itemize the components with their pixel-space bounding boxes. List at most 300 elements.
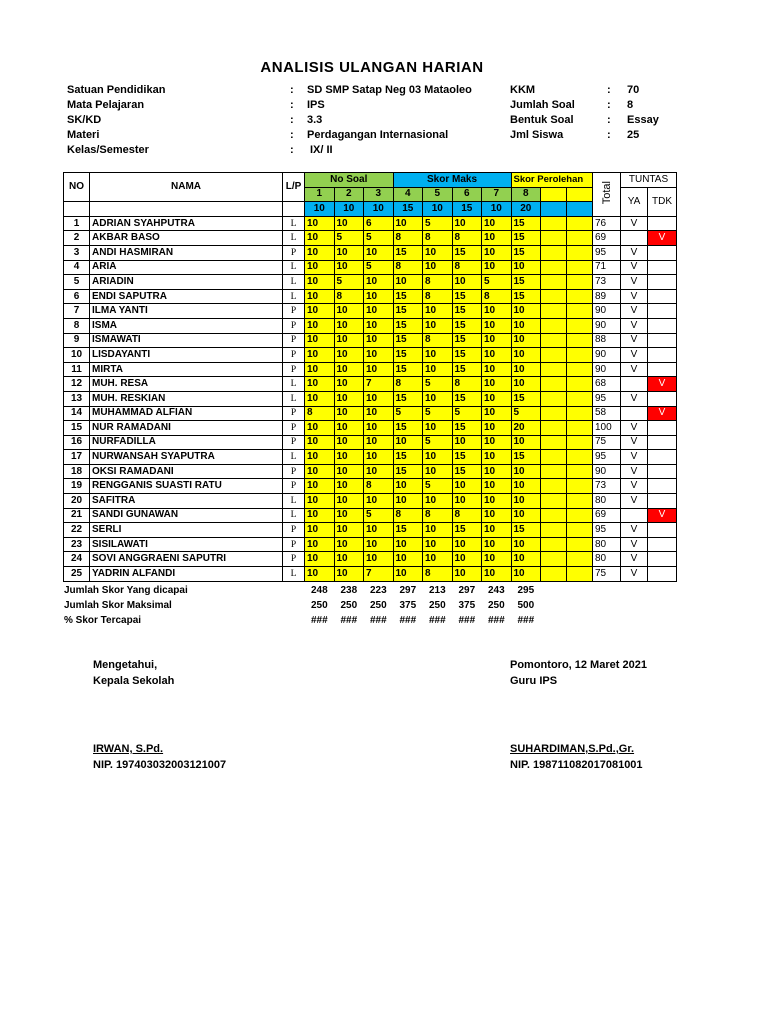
student-gender: P <box>283 304 305 319</box>
summary-value: 295 <box>517 585 535 596</box>
row-number: 14 <box>64 406 90 421</box>
student-gender: L <box>283 289 305 304</box>
score-cell: 10 <box>305 348 335 363</box>
info-value: 25 <box>627 129 640 141</box>
score-cell: 10 <box>334 523 364 538</box>
row-number: 17 <box>64 450 90 465</box>
tuntas-ya: V <box>621 421 648 436</box>
score-cell: 5 <box>423 216 453 231</box>
tuntas-tdk <box>648 421 677 436</box>
score-cell: 10 <box>482 450 512 465</box>
tuntas-tdk <box>648 216 677 231</box>
tuntas-tdk <box>648 333 677 348</box>
summary-value: 213 <box>429 585 446 596</box>
score-cell: 15 <box>511 231 541 246</box>
max-score: 10 <box>305 202 335 217</box>
score-cell: 8 <box>393 260 423 275</box>
blank-cell <box>541 333 567 348</box>
score-cell: 10 <box>305 567 335 582</box>
table-row <box>64 275 677 290</box>
score-cell: 10 <box>364 391 394 406</box>
score-cell: 15 <box>452 245 482 260</box>
score-cell: 10 <box>393 537 423 552</box>
tuntas-ya: V <box>621 333 648 348</box>
total-score: 88 <box>593 333 621 348</box>
score-cell: 10 <box>334 377 364 392</box>
header-lp: L/P <box>283 173 305 202</box>
tuntas-ya: V <box>621 464 648 479</box>
score-cell: 15 <box>393 348 423 363</box>
soal-number: 1 <box>305 187 335 202</box>
score-cell: 10 <box>482 304 512 319</box>
blank-cell <box>567 231 593 246</box>
score-cell: 10 <box>334 479 364 494</box>
score-cell: 10 <box>482 464 512 479</box>
score-cell: 10 <box>393 567 423 582</box>
blank-cell <box>541 304 567 319</box>
student-name: SOVI ANGGRAENI SAPUTRI <box>90 552 283 567</box>
score-cell: 10 <box>511 494 541 509</box>
score-cell: 15 <box>393 318 423 333</box>
student-gender: P <box>283 464 305 479</box>
score-cell: 10 <box>452 537 482 552</box>
blank-cell <box>567 537 593 552</box>
score-cell: 8 <box>393 508 423 523</box>
score-cell: 10 <box>364 304 394 319</box>
table-row <box>64 552 677 567</box>
score-cell: 10 <box>393 479 423 494</box>
blank-cell <box>567 508 593 523</box>
blank-cell <box>567 406 593 421</box>
tuntas-tdk <box>648 494 677 509</box>
student-gender: P <box>283 479 305 494</box>
blank-cell <box>541 377 567 392</box>
row-number: 5 <box>64 275 90 290</box>
info-label: Materi <box>67 129 100 141</box>
score-cell: 7 <box>364 567 394 582</box>
total-score: 95 <box>593 523 621 538</box>
summary-value: 297 <box>458 585 476 596</box>
student-name: MUHAMMAD ALFIAN <box>90 406 283 421</box>
score-cell: 15 <box>452 391 482 406</box>
blank-cell <box>567 377 593 392</box>
blank-cell <box>567 275 593 290</box>
student-name: YADRIN ALFANDI <box>90 567 283 582</box>
row-number: 7 <box>64 304 90 319</box>
student-name: ISMAWATI <box>90 333 283 348</box>
score-cell: 8 <box>305 406 335 421</box>
table-row <box>64 377 677 392</box>
info-label: Satuan Pendidikan <box>67 84 166 96</box>
total-score: 95 <box>593 450 621 465</box>
score-cell: 10 <box>364 275 394 290</box>
score-cell: 5 <box>423 435 453 450</box>
blank-cell <box>567 202 593 217</box>
table-row <box>64 537 677 552</box>
info-colon: : <box>290 144 294 156</box>
total-score: 69 <box>593 508 621 523</box>
blank-cell <box>541 260 567 275</box>
summary-value: ### <box>311 615 328 626</box>
blank-cell <box>541 348 567 363</box>
tuntas-ya: V <box>621 494 648 509</box>
table-row <box>64 421 677 436</box>
blank-cell <box>64 202 90 217</box>
signature-line: Guru IPS <box>510 675 558 687</box>
score-cell: 10 <box>305 245 335 260</box>
student-gender: L <box>283 508 305 523</box>
tuntas-tdk <box>648 275 677 290</box>
score-cell: 15 <box>511 289 541 304</box>
blank-cell <box>541 450 567 465</box>
score-cell: 10 <box>305 289 335 304</box>
table-row <box>64 216 677 231</box>
score-cell: 10 <box>305 260 335 275</box>
soal-number: 6 <box>452 187 482 202</box>
blank-cell <box>567 318 593 333</box>
blank-cell <box>541 479 567 494</box>
score-cell: 10 <box>305 318 335 333</box>
total-score: 71 <box>593 260 621 275</box>
score-cell: 10 <box>305 377 335 392</box>
blank-cell <box>567 333 593 348</box>
score-cell: 10 <box>511 304 541 319</box>
info-value: 3.3 <box>307 114 323 126</box>
blank-cell <box>541 318 567 333</box>
student-gender: P <box>283 245 305 260</box>
info-value: IX/ II <box>310 144 333 156</box>
score-cell: 10 <box>423 391 453 406</box>
score-cell: 8 <box>452 508 482 523</box>
summary-value: ### <box>458 615 476 626</box>
score-cell: 10 <box>511 260 541 275</box>
score-cell: 5 <box>423 377 453 392</box>
signature-left <box>93 657 226 773</box>
info-colon: : <box>290 84 294 96</box>
score-cell: 10 <box>305 552 335 567</box>
table-row <box>64 289 677 304</box>
score-cell: 10 <box>511 377 541 392</box>
score-cell: 15 <box>511 245 541 260</box>
summary-label: Jumlah Skor Yang dicapai <box>64 585 188 596</box>
score-cell: 10 <box>423 245 453 260</box>
score-cell: 10 <box>423 304 453 319</box>
tuntas-ya <box>621 231 648 246</box>
score-cell: 15 <box>393 289 423 304</box>
header-total-label: Total <box>600 180 613 205</box>
blank-cell <box>567 523 593 538</box>
header-tdk: TDK <box>648 187 677 216</box>
row-number: 18 <box>64 464 90 479</box>
table-row <box>64 333 677 348</box>
student-name: OKSI RAMADANI <box>90 464 283 479</box>
info-labels-left <box>67 83 165 158</box>
score-cell: 10 <box>393 494 423 509</box>
score-cell: 10 <box>482 537 512 552</box>
table-row <box>64 260 677 275</box>
header-tuntas: TUNTAS <box>621 173 677 188</box>
max-score: 10 <box>364 202 394 217</box>
score-cell: 10 <box>305 231 335 246</box>
total-score: 68 <box>593 377 621 392</box>
score-cell: 10 <box>305 508 335 523</box>
score-cell: 10 <box>334 391 364 406</box>
student-name: SERLI <box>90 523 283 538</box>
score-cell: 10 <box>305 304 335 319</box>
score-cell: 8 <box>334 289 364 304</box>
score-cell: 10 <box>305 494 335 509</box>
summary-value: ### <box>399 615 417 626</box>
blank-cell <box>541 508 567 523</box>
header-total <box>593 173 621 217</box>
blank-cell <box>567 348 593 363</box>
tuntas-tdk <box>648 479 677 494</box>
total-score: 80 <box>593 494 621 509</box>
summary-values <box>311 585 547 596</box>
score-cell: 10 <box>423 537 453 552</box>
info-label: Jml Siswa <box>510 129 564 141</box>
student-name: SISILAWATI <box>90 537 283 552</box>
score-cell: 5 <box>393 406 423 421</box>
score-cell: 10 <box>393 552 423 567</box>
info-values-right <box>627 83 659 143</box>
student-gender: P <box>283 421 305 436</box>
blank-cell <box>541 245 567 260</box>
info-label: SK/KD <box>67 114 102 126</box>
row-number: 11 <box>64 362 90 377</box>
info-colons-right <box>607 83 611 143</box>
score-cell: 10 <box>423 464 453 479</box>
score-cell: 15 <box>393 362 423 377</box>
blank-cell <box>567 464 593 479</box>
score-cell: 8 <box>423 333 453 348</box>
blank-cell <box>567 260 593 275</box>
tuntas-ya <box>621 377 648 392</box>
info-value: Essay <box>627 114 659 126</box>
score-cell: 10 <box>511 537 541 552</box>
tuntas-ya: V <box>621 567 648 582</box>
score-cell: 10 <box>482 333 512 348</box>
row-number: 8 <box>64 318 90 333</box>
info-label: Bentuk Soal <box>510 114 574 126</box>
score-cell: 10 <box>511 464 541 479</box>
row-number: 10 <box>64 348 90 363</box>
summary-value: 375 <box>458 600 476 611</box>
summary-value: 250 <box>488 600 505 611</box>
student-name: ARIA <box>90 260 283 275</box>
blank-cell <box>567 435 593 450</box>
score-cell: 10 <box>334 552 364 567</box>
score-cell: 10 <box>364 450 394 465</box>
score-cell: 15 <box>511 275 541 290</box>
total-score: 73 <box>593 479 621 494</box>
score-cell: 10 <box>423 362 453 377</box>
score-cell: 10 <box>482 216 512 231</box>
score-cell: 10 <box>364 406 394 421</box>
tuntas-ya: V <box>621 348 648 363</box>
tuntas-ya: V <box>621 435 648 450</box>
student-gender: P <box>283 362 305 377</box>
blank-cell <box>541 494 567 509</box>
student-gender: P <box>283 333 305 348</box>
tuntas-ya: V <box>621 479 648 494</box>
summary-value: 238 <box>340 585 358 596</box>
summary-value: 248 <box>311 585 328 596</box>
tuntas-tdk <box>648 567 677 582</box>
score-cell: 10 <box>364 435 394 450</box>
score-cell: 10 <box>364 537 394 552</box>
blank-cell <box>283 202 305 217</box>
score-cell: 5 <box>511 406 541 421</box>
score-cell: 10 <box>482 231 512 246</box>
header-skor-maks: Skor Maks <box>393 173 511 188</box>
blank-cell <box>567 362 593 377</box>
score-cell: 10 <box>305 523 335 538</box>
score-cell: 10 <box>305 216 335 231</box>
score-cell: 10 <box>482 245 512 260</box>
tuntas-tdk <box>648 289 677 304</box>
blank-cell <box>541 406 567 421</box>
score-cell: 10 <box>511 552 541 567</box>
score-cell: 10 <box>452 479 482 494</box>
header-skor-perolehan: Skor Perolehan <box>511 173 593 188</box>
max-score: 20 <box>511 202 541 217</box>
total-score: 69 <box>593 231 621 246</box>
score-cell: 10 <box>511 435 541 450</box>
student-name: MUH. RESA <box>90 377 283 392</box>
score-cell: 10 <box>423 421 453 436</box>
score-cell: 15 <box>511 523 541 538</box>
student-name: NURWANSAH SYAPUTRA <box>90 450 283 465</box>
total-score: 90 <box>593 304 621 319</box>
summary-value: ### <box>340 615 358 626</box>
score-cell: 10 <box>334 362 364 377</box>
score-cell: 8 <box>423 289 453 304</box>
summary-values <box>311 615 547 626</box>
signature-line: Kepala Sekolah <box>93 675 175 687</box>
summary-value: ### <box>370 615 387 626</box>
row-number: 21 <box>64 508 90 523</box>
score-cell: 10 <box>305 537 335 552</box>
blank-cell <box>541 202 567 217</box>
row-number: 24 <box>64 552 90 567</box>
score-cell: 10 <box>452 552 482 567</box>
row-number: 19 <box>64 479 90 494</box>
soal-number: 3 <box>364 187 394 202</box>
blank-cell <box>541 523 567 538</box>
score-cell: 10 <box>334 333 364 348</box>
score-cell: 10 <box>305 421 335 436</box>
summary-value: 243 <box>488 585 505 596</box>
score-cell: 10 <box>482 377 512 392</box>
score-cell: 8 <box>452 231 482 246</box>
soal-number: 5 <box>423 187 453 202</box>
student-gender: L <box>283 450 305 465</box>
table-row <box>64 304 677 319</box>
max-score: 15 <box>452 202 482 217</box>
score-cell: 10 <box>511 508 541 523</box>
tuntas-tdk <box>648 464 677 479</box>
table-row <box>64 523 677 538</box>
score-cell: 5 <box>364 231 394 246</box>
row-number: 16 <box>64 435 90 450</box>
blank-cell <box>541 216 567 231</box>
blank-cell <box>541 275 567 290</box>
score-cell: 10 <box>423 523 453 538</box>
score-cell: 7 <box>364 377 394 392</box>
score-cell: 8 <box>423 275 453 290</box>
student-gender: P <box>283 523 305 538</box>
score-cell: 15 <box>452 450 482 465</box>
score-cell: 10 <box>334 567 364 582</box>
score-cell: 10 <box>364 494 394 509</box>
student-name: ADRIAN SYAHPUTRA <box>90 216 283 231</box>
tuntas-ya: V <box>621 216 648 231</box>
tuntas-ya: V <box>621 304 648 319</box>
blank-cell <box>567 216 593 231</box>
row-number: 9 <box>64 333 90 348</box>
tuntas-ya: V <box>621 318 648 333</box>
tuntas-tdk: V <box>648 508 677 523</box>
tuntas-tdk <box>648 304 677 319</box>
info-colons-left <box>290 83 294 158</box>
student-name: NURFADILLA <box>90 435 283 450</box>
score-cell: 10 <box>305 479 335 494</box>
score-cell: 10 <box>482 348 512 363</box>
score-cell: 15 <box>452 304 482 319</box>
blank-cell <box>567 391 593 406</box>
blank-cell <box>567 245 593 260</box>
total-score: 90 <box>593 464 621 479</box>
score-cell: 10 <box>364 333 394 348</box>
header-nama: NAMA <box>90 173 283 202</box>
score-cell: 10 <box>334 260 364 275</box>
score-cell: 10 <box>393 435 423 450</box>
summary-label: Jumlah Skor Maksimal <box>64 600 172 611</box>
info-value: 70 <box>627 84 640 96</box>
score-cell: 10 <box>334 435 364 450</box>
score-cell: 10 <box>452 216 482 231</box>
tuntas-ya: V <box>621 523 648 538</box>
score-cell: 10 <box>364 421 394 436</box>
student-gender: L <box>283 494 305 509</box>
score-cell: 10 <box>511 479 541 494</box>
info-label: Mata Pelajaran <box>67 99 145 111</box>
table-row <box>64 464 677 479</box>
info-colon: : <box>607 114 611 126</box>
score-cell: 15 <box>452 464 482 479</box>
summary-value: 375 <box>399 600 417 611</box>
tuntas-ya: V <box>621 537 648 552</box>
blank-cell <box>541 421 567 436</box>
info-colon: : <box>290 129 294 141</box>
signature-nip: NIP. 197403032003121007 <box>93 759 227 771</box>
student-name: MUH. RESKIAN <box>90 391 283 406</box>
score-cell: 8 <box>452 260 482 275</box>
total-score: 100 <box>593 421 621 436</box>
tuntas-tdk <box>648 450 677 465</box>
table-row <box>64 362 677 377</box>
signature-right <box>510 657 647 773</box>
score-cell: 15 <box>452 523 482 538</box>
blank-cell <box>567 494 593 509</box>
student-gender: L <box>283 260 305 275</box>
summary-value: ### <box>429 615 446 626</box>
score-cell: 10 <box>423 318 453 333</box>
total-score: 90 <box>593 318 621 333</box>
score-cell: 5 <box>482 275 512 290</box>
score-cell: 8 <box>364 479 394 494</box>
